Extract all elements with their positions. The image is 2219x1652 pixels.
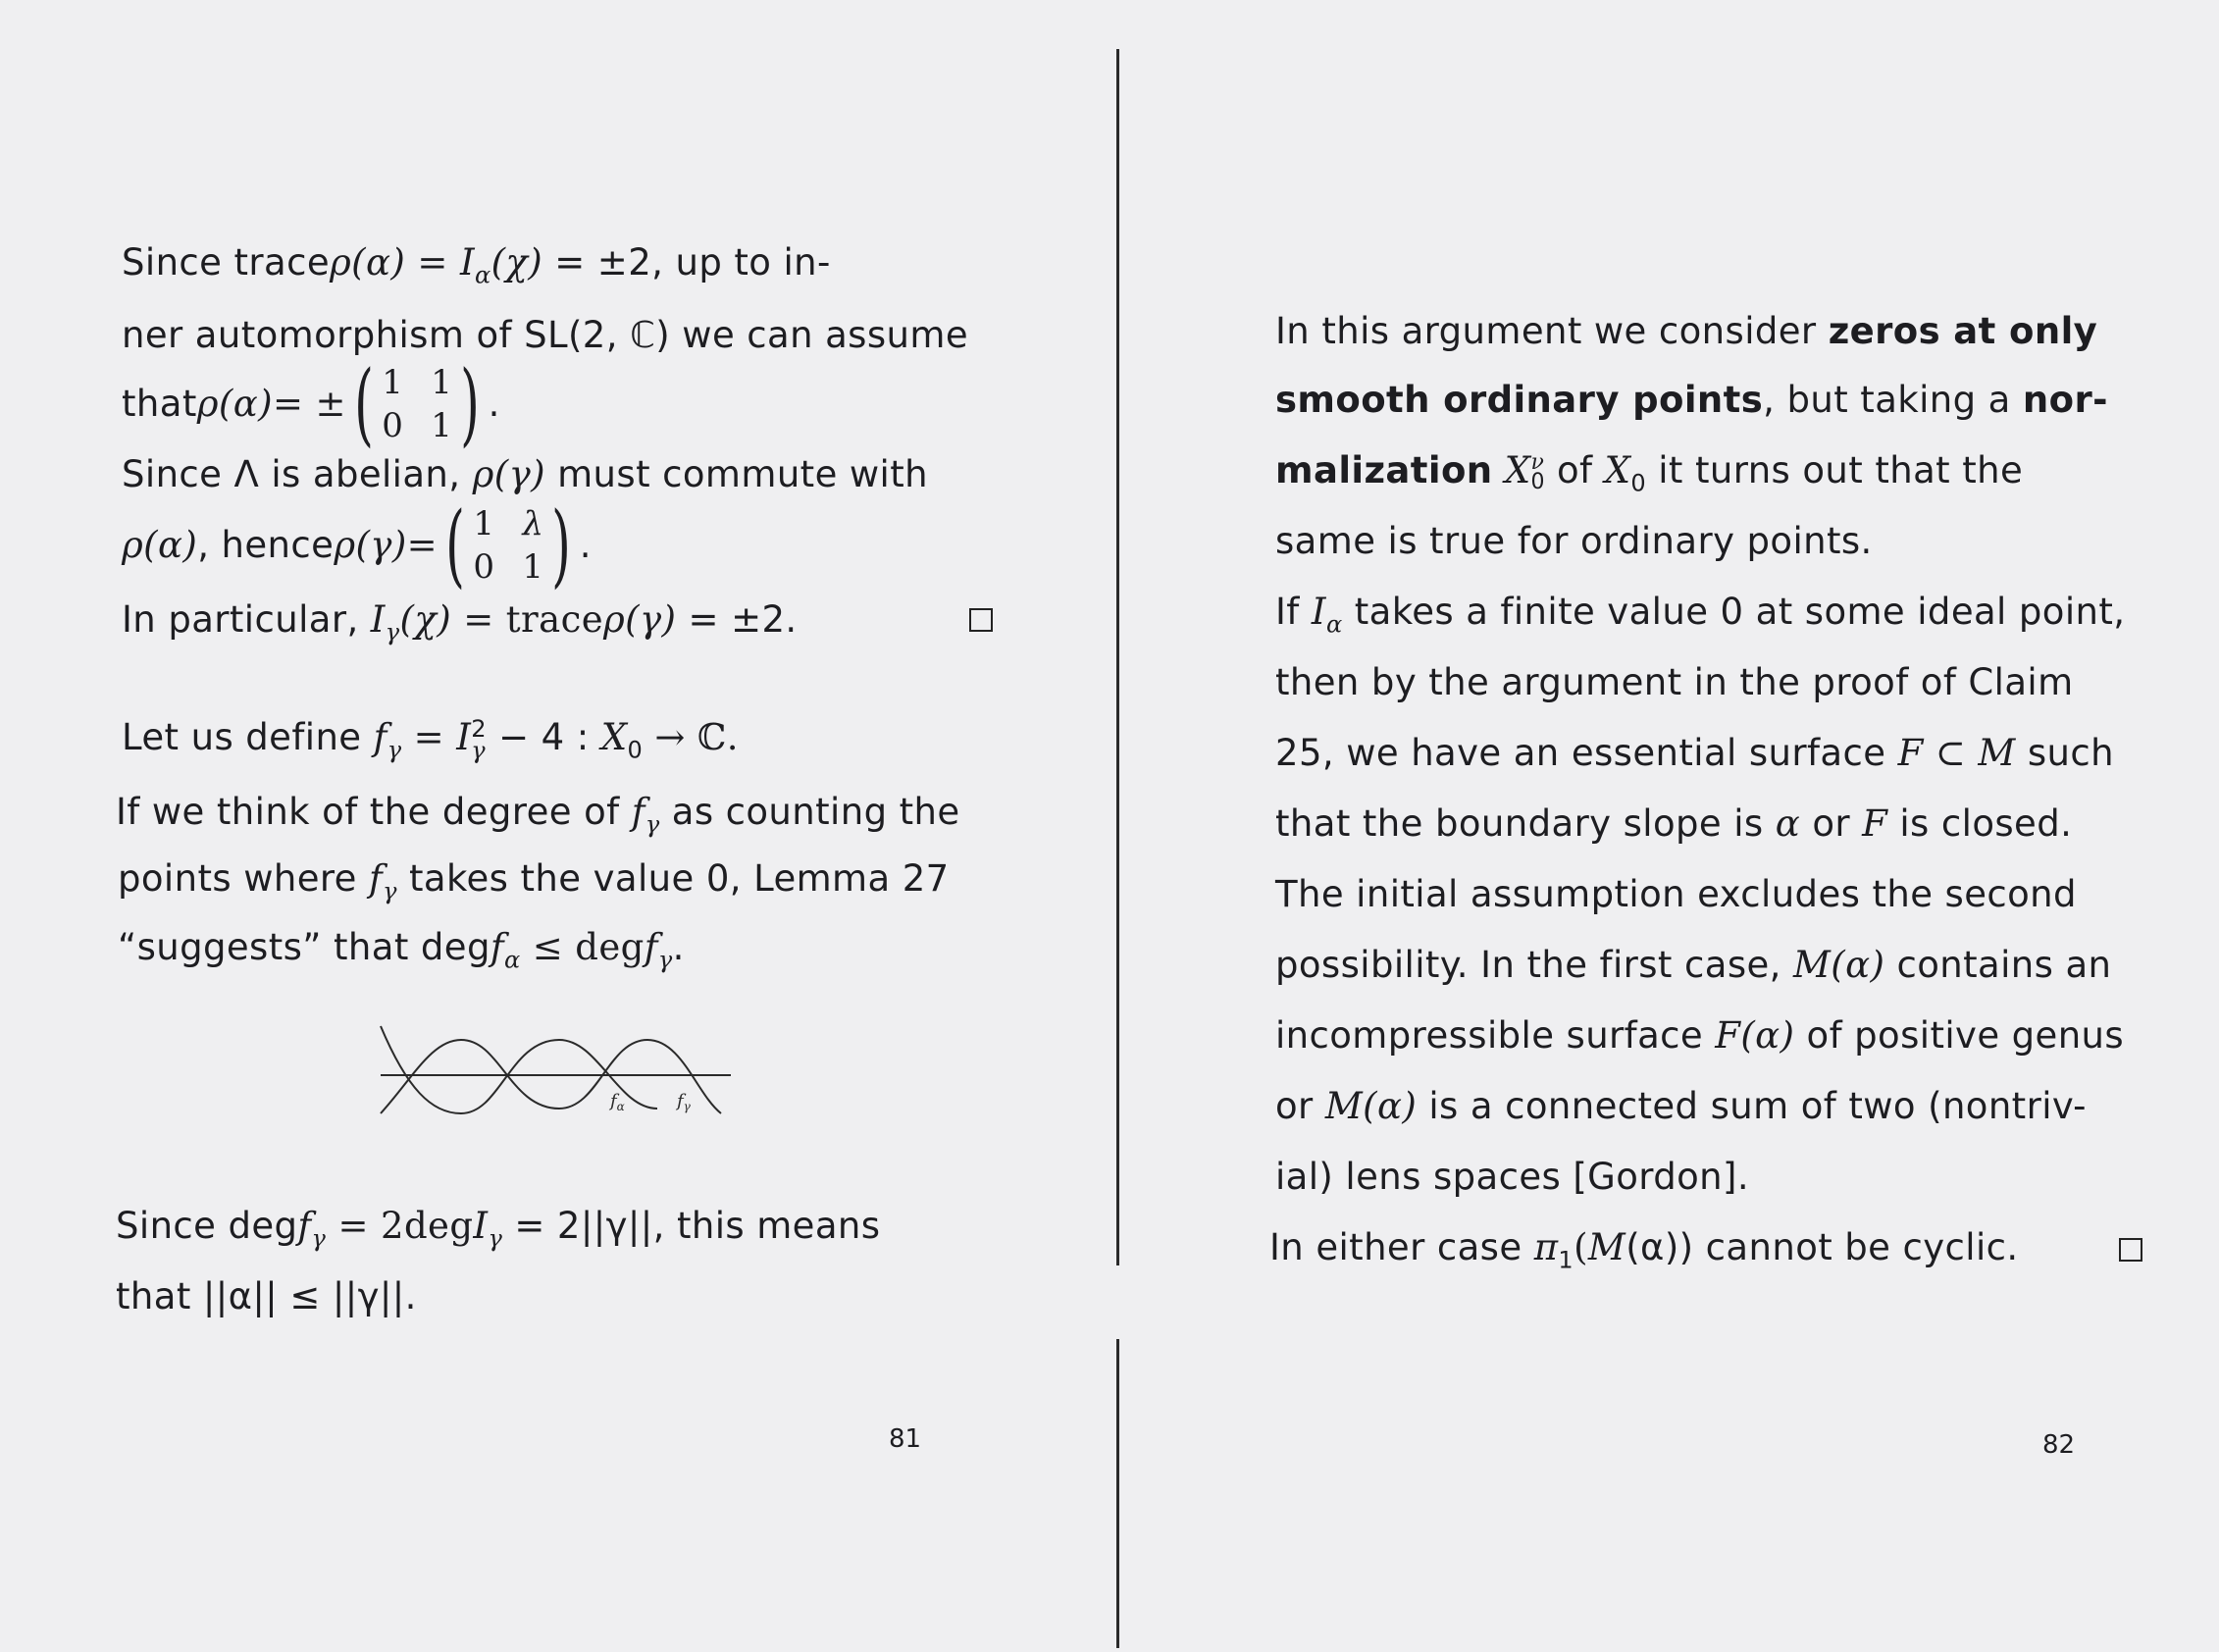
text: takes the value 0, Lemma 27 [396, 857, 950, 900]
right-line1 [1275, 308, 2097, 355]
math-sup: 2 [471, 714, 487, 743]
bold-text: malization [1275, 449, 1493, 491]
text: contains an [1884, 944, 2112, 986]
right-paren: ) [551, 492, 572, 597]
text: “suggests” that deg [118, 926, 490, 968]
text: , but taking a [1763, 379, 2023, 421]
matrix-cell: 1 [431, 363, 453, 402]
math-alpha: (α) [1831, 944, 1885, 986]
text: = ± [272, 383, 346, 425]
math-M: M [1792, 944, 1832, 986]
math-f: f [490, 926, 504, 968]
math-sub: α [503, 946, 521, 974]
math-X: X [600, 716, 628, 758]
right-page [1138, 0, 2219, 1652]
text: that ||α|| ≤ ||γ||. [116, 1275, 417, 1317]
right-line6: then by the argument in the proof of Claim [1275, 661, 2074, 703]
bold-text: nor- [2022, 379, 2108, 421]
text: = ±2. [676, 598, 798, 641]
math-rho-alpha: ρ(α) [329, 241, 406, 284]
math-I: I [370, 598, 386, 641]
math-rho-alpha: ρ(α) [196, 383, 273, 425]
text: = trace [451, 598, 604, 641]
text: = 2||γ||, this means [502, 1205, 881, 1247]
right-line14 [1269, 1224, 2019, 1274]
qed-square-icon [2119, 1238, 2142, 1262]
text: or [1275, 1085, 1325, 1127]
math-sub: α [1325, 610, 1343, 639]
text: ⊂ [1923, 732, 1979, 774]
text: . [672, 926, 685, 968]
left-p2-line1 [122, 714, 739, 764]
math-F: F [1897, 732, 1924, 774]
math-sub: γ [383, 877, 397, 905]
math-I: I [459, 241, 475, 284]
text: as counting the [659, 791, 960, 833]
text: → ℂ. [643, 716, 739, 758]
text: Since Λ is abelian, [122, 453, 473, 495]
math-X: X [1604, 449, 1631, 491]
bold-text: zeros at only [1828, 310, 2098, 352]
right-line9: The initial assumption excludes the second [1275, 873, 2077, 915]
text: Since trace [122, 241, 330, 284]
math-X: X [1504, 449, 1531, 491]
math-F: F [1862, 802, 1888, 845]
text: of [1544, 449, 1605, 491]
math-chi: (χ) [399, 598, 452, 641]
label-f-gamma: $f_\gamma$ [677, 1091, 691, 1113]
math-M: M [1587, 1226, 1626, 1268]
text: that the boundary slope is [1275, 802, 1776, 845]
text: it turns out that the [1646, 449, 2024, 491]
math-sub: γ [311, 1224, 327, 1253]
matrix-cell: 1 [522, 547, 544, 587]
left-p3-line2 [116, 1273, 417, 1320]
matrix-cell: 0 [382, 406, 404, 445]
left-p1-line2: ner automorphism of SL(2, ℂ) we can assume [122, 314, 968, 356]
math-sub: 0 [1530, 469, 1545, 494]
text: − 4 : [486, 716, 601, 758]
math-M: M [1324, 1085, 1364, 1127]
right-line13: ial) lens spaces [Gordon]. [1275, 1156, 1750, 1198]
qed-square-icon [969, 608, 993, 632]
text: ( [1574, 1226, 1588, 1268]
text: that [122, 383, 197, 425]
text: ≤ deg [520, 926, 645, 968]
right-line11 [1275, 1012, 2124, 1059]
text: is closed. [1887, 802, 2073, 845]
math-M: M [1978, 732, 2016, 774]
left-p1-line5: ρ(α) , hence ρ(γ) = ( 1 λ 0 1 ) . [122, 492, 592, 597]
math-f: f [631, 791, 645, 833]
matrix-cell: 0 [473, 547, 495, 587]
math-sub: γ [471, 736, 486, 764]
math-rho-gamma: ρ(γ) [472, 453, 545, 495]
math-f: f [297, 1205, 312, 1247]
zeros-diagram [363, 1020, 755, 1128]
page-number-right: 82 [2042, 1430, 2076, 1460]
right-line2 [1275, 377, 2108, 424]
math-rho-gamma: ρ(γ) [334, 524, 407, 566]
text: In either case [1269, 1226, 1534, 1268]
text: = [406, 524, 439, 566]
text: , hence [197, 524, 335, 566]
text: 25, we have an essential surface [1275, 732, 1898, 774]
text: = [405, 241, 460, 284]
curve-f-gamma [381, 1040, 721, 1113]
right-paren: ) [460, 351, 481, 456]
math-alpha: (α) [1363, 1085, 1418, 1127]
page-number-left: 81 [889, 1424, 922, 1454]
math-sup: ν [1530, 449, 1545, 475]
text: of positive genus [1794, 1014, 2125, 1057]
right-line10 [1275, 942, 2111, 989]
text: (α)) cannot be cyclic. [1626, 1226, 2019, 1268]
matrix-rho-alpha [346, 351, 489, 456]
text: possibility. In the first case, [1275, 944, 1793, 986]
right-line3 [1275, 447, 2024, 497]
text: If we think of the degree of [116, 791, 632, 833]
right-line7 [1275, 730, 2114, 777]
math-f: f [373, 716, 387, 758]
math-I: I [1311, 591, 1326, 633]
math-I: I [473, 1205, 489, 1247]
text: Since deg [116, 1205, 298, 1247]
math-sub: γ [488, 1224, 503, 1253]
text: points where [118, 857, 369, 900]
right-line4: same is true for ordinary points. [1275, 520, 1873, 562]
text: If [1275, 591, 1312, 633]
math-sub: γ [385, 618, 400, 646]
math-sub: 0 [1630, 469, 1647, 497]
matrix-cell: λ [522, 504, 544, 543]
text: is a connected sum of two (nontriv- [1417, 1085, 2087, 1127]
math-rho-alpha: ρ(α) [122, 524, 198, 566]
right-line8 [1275, 800, 2072, 848]
math-f: f [369, 857, 384, 900]
text: In particular, [122, 598, 371, 641]
text: must commute with [544, 453, 928, 495]
math-sub: γ [657, 946, 673, 974]
math-sub: 0 [627, 736, 644, 764]
text: such [2015, 732, 2114, 774]
math-pi: π [1533, 1226, 1559, 1268]
matrix-cell: 1 [382, 363, 404, 402]
right-line5 [1275, 589, 2126, 639]
left-p2-line2 [116, 789, 960, 839]
math-F: F [1715, 1014, 1741, 1057]
math-rho-gamma: ρ(γ) [603, 598, 677, 641]
math-alpha: α [1775, 802, 1801, 845]
math-sub: 1 [1558, 1246, 1574, 1274]
math-alpha: (α) [1740, 1014, 1795, 1057]
math-f: f [644, 926, 658, 968]
left-p1-line6 [122, 596, 798, 644]
left-p2-line4 [118, 924, 685, 974]
left-p1-line3: that ρ(α) = ± ( 1 1 0 1 ) . [122, 351, 500, 456]
text: Let us define [122, 716, 374, 758]
left-p1-line4 [122, 451, 928, 498]
text: takes a finite value 0 at some ideal point, [1342, 591, 2126, 633]
math-sub: γ [387, 736, 402, 764]
left-p2-line3 [118, 855, 950, 903]
text: = ±2, up to in- [542, 241, 831, 284]
text: or [1800, 802, 1863, 845]
left-paren: ( [445, 492, 466, 597]
left-paren: ( [354, 351, 375, 456]
right-line12 [1275, 1083, 2087, 1130]
label-f-alpha: $f_\alpha$ [610, 1091, 625, 1113]
math-sub: α [474, 261, 491, 289]
math-chi: (χ) [490, 241, 543, 284]
math-sub: γ [645, 810, 660, 839]
math-I: I [456, 716, 472, 758]
text: = [401, 716, 457, 758]
matrix-rho-gamma [438, 492, 580, 597]
text: In this argument we consider [1275, 310, 1829, 352]
text: incompressible surface [1275, 1014, 1716, 1057]
bold-text: smooth ordinary points [1275, 379, 1764, 421]
text: = 2deg [326, 1205, 474, 1247]
left-p3-line1 [116, 1203, 881, 1253]
matrix-cell: 1 [431, 406, 453, 445]
left-p1-line1 [122, 239, 831, 289]
matrix-cell: 1 [473, 504, 495, 543]
